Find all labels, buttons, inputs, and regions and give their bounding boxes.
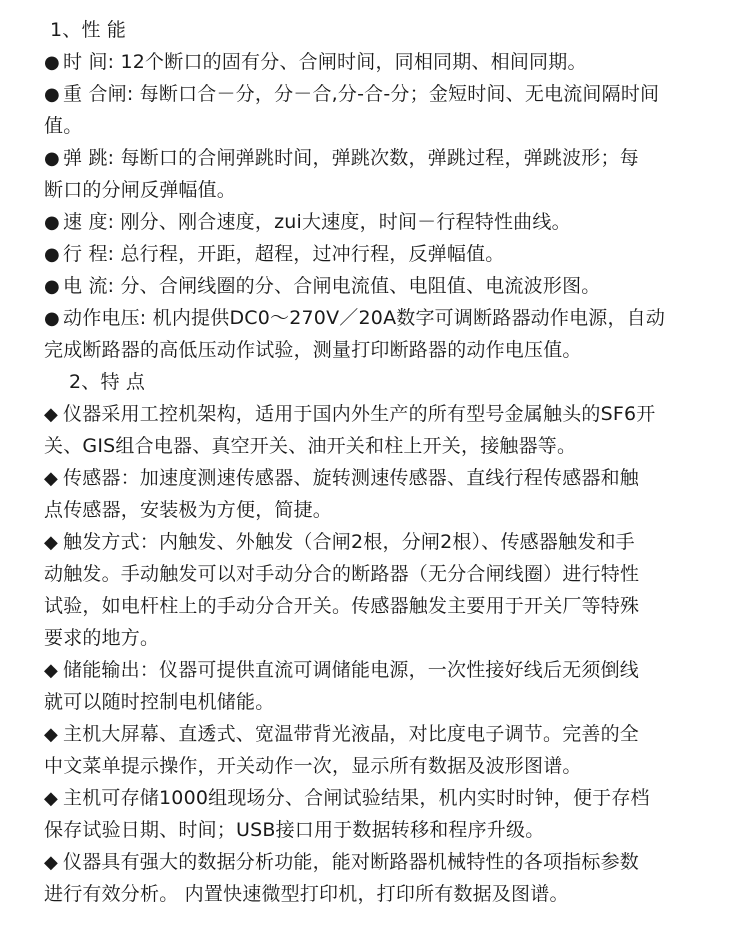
text-line <box>44 814 710 846</box>
line-text: 弹 跳: 每断口的合闸弹跳时间，弹跳次数，弹跳过程，弹跳波形；每 <box>63 147 639 169</box>
text-line <box>44 462 710 494</box>
line-text: 试验，如电杆柱上的手动分合开关。传感器触发主要用于开关厂等特殊 <box>44 595 640 617</box>
text-line <box>44 142 710 174</box>
black-diamond-bullet-icon: ◆ <box>44 660 59 681</box>
line-text: 时 间: 12个断口的固有分、合闸时间，同相同期、相间同期。 <box>63 51 587 73</box>
text-line <box>44 750 710 782</box>
text-line <box>44 782 710 814</box>
black-diamond-bullet-icon: ◆ <box>44 532 59 553</box>
black-diamond-bullet-icon: ◆ <box>44 724 59 745</box>
text-line <box>44 686 710 718</box>
black-circle-bullet-icon: ● <box>44 52 60 73</box>
performance-item <box>44 46 710 78</box>
feature-item <box>44 398 710 462</box>
line-text: 传感器：加速度测速传感器、旋转测速传感器、直线行程传感器和触 <box>63 467 640 489</box>
line-text: 点传感器，安装极为方便，简捷。 <box>44 499 333 521</box>
black-circle-bullet-icon: ● <box>44 84 60 105</box>
text-line <box>44 110 710 142</box>
text-line <box>44 654 710 686</box>
line-text: 动作电压: 机内提供DC0～270V／20A数字可调断路器动作电源，自动 <box>63 307 666 329</box>
line-text: 关、GIS组合电器、真空开关、油开关和柱上开关，接触器等。 <box>44 435 577 457</box>
performance-item <box>44 302 710 366</box>
text-line <box>44 238 710 270</box>
performance-item <box>44 142 710 206</box>
text-line <box>44 718 710 750</box>
black-diamond-bullet-icon: ◆ <box>44 468 59 489</box>
performance-item <box>44 238 710 270</box>
line-text: 中文菜单提示操作，开关动作一次，显示所有数据及波形图谱。 <box>44 755 582 777</box>
black-circle-bullet-icon: ● <box>44 308 60 329</box>
text-line <box>44 590 710 622</box>
text-line <box>44 270 710 302</box>
text-line <box>44 558 710 590</box>
line-text: 仪器具有强大的数据分析功能，能对断路器机械特性的各项指标参数 <box>63 851 640 873</box>
line-text: 进行有效分析。 内置快速微型打印机，打印所有数据及图谱。 <box>44 883 569 905</box>
line-text: 就可以随时控制电机储能。 <box>44 691 275 713</box>
features-list <box>44 398 710 910</box>
text-line <box>44 174 710 206</box>
performance-list <box>44 46 710 366</box>
text-line <box>44 526 710 558</box>
line-text: 动触发。手动触发可以对手动分合的断路器（无分合闸线圈）进行特性 <box>44 563 640 585</box>
line-text: 储能输出：仪器可提供直流可调储能电源，一次性接好线后无须倒线 <box>63 659 640 681</box>
feature-item <box>44 462 710 526</box>
text-line <box>44 494 710 526</box>
line-text: 仪器采用工控机架构，适用于国内外生产的所有型号金属触头的SF6开 <box>63 403 656 425</box>
black-circle-bullet-icon: ● <box>44 244 60 265</box>
spec-document <box>44 14 710 910</box>
text-line <box>44 302 710 334</box>
black-circle-bullet-icon: ● <box>44 212 60 233</box>
line-text: 保存试验日期、时间；USB接口用于数据转移和程序升级。 <box>44 819 545 841</box>
line-text: 速 度: 刚分、刚合速度，zui大速度，时间－行程特性曲线。 <box>63 211 571 233</box>
black-diamond-bullet-icon: ◆ <box>44 788 59 809</box>
black-diamond-bullet-icon: ◆ <box>44 404 59 425</box>
text-line <box>44 878 710 910</box>
line-text: 重 合闸: 每断口合－分，分－合,分-合-分；金短时间、无电流间隔时间 <box>63 83 660 105</box>
feature-item <box>44 526 710 654</box>
text-line <box>44 846 710 878</box>
performance-item <box>44 270 710 302</box>
text-line <box>44 78 710 110</box>
line-text: 主机大屏幕、直透式、宽温带背光液晶，对比度电子调节。完善的全 <box>63 723 640 745</box>
line-text: 完成断路器的高低压动作试验，测量打印断路器的动作电压值。 <box>44 339 582 361</box>
section-features-heading: 2、特 点 <box>69 371 146 393</box>
section-performance-heading: 1、性 能 <box>50 19 127 41</box>
feature-item <box>44 782 710 846</box>
text-line <box>44 622 710 654</box>
text-line <box>44 398 710 430</box>
text-line <box>44 206 710 238</box>
line-text: 触发方式：内触发、外触发（合闸2根，分闸2根）、传感器触发和手 <box>63 531 635 553</box>
performance-item <box>44 206 710 238</box>
line-text: 要求的地方。 <box>44 627 160 649</box>
black-circle-bullet-icon: ● <box>44 148 60 169</box>
feature-item <box>44 718 710 782</box>
line-text: 主机可存储1000组现场分、合闸试验结果，机内实时时钟，便于存档 <box>63 787 650 809</box>
feature-item <box>44 846 710 910</box>
text-line <box>44 46 710 78</box>
performance-item <box>44 78 710 142</box>
text-line <box>44 430 710 462</box>
black-diamond-bullet-icon: ◆ <box>44 852 59 873</box>
line-text: 断口的分闸反弹幅值。 <box>44 179 237 201</box>
line-text: 电 流: 分、合闸线圈的分、合闸电流值、电阻值、电流波形图。 <box>63 275 601 297</box>
feature-item <box>44 654 710 718</box>
line-text: 行 程: 总行程，开距，超程，过冲行程，反弹幅值。 <box>63 243 505 265</box>
black-circle-bullet-icon: ● <box>44 276 60 297</box>
text-line <box>44 334 710 366</box>
line-text: 值。 <box>44 115 83 137</box>
